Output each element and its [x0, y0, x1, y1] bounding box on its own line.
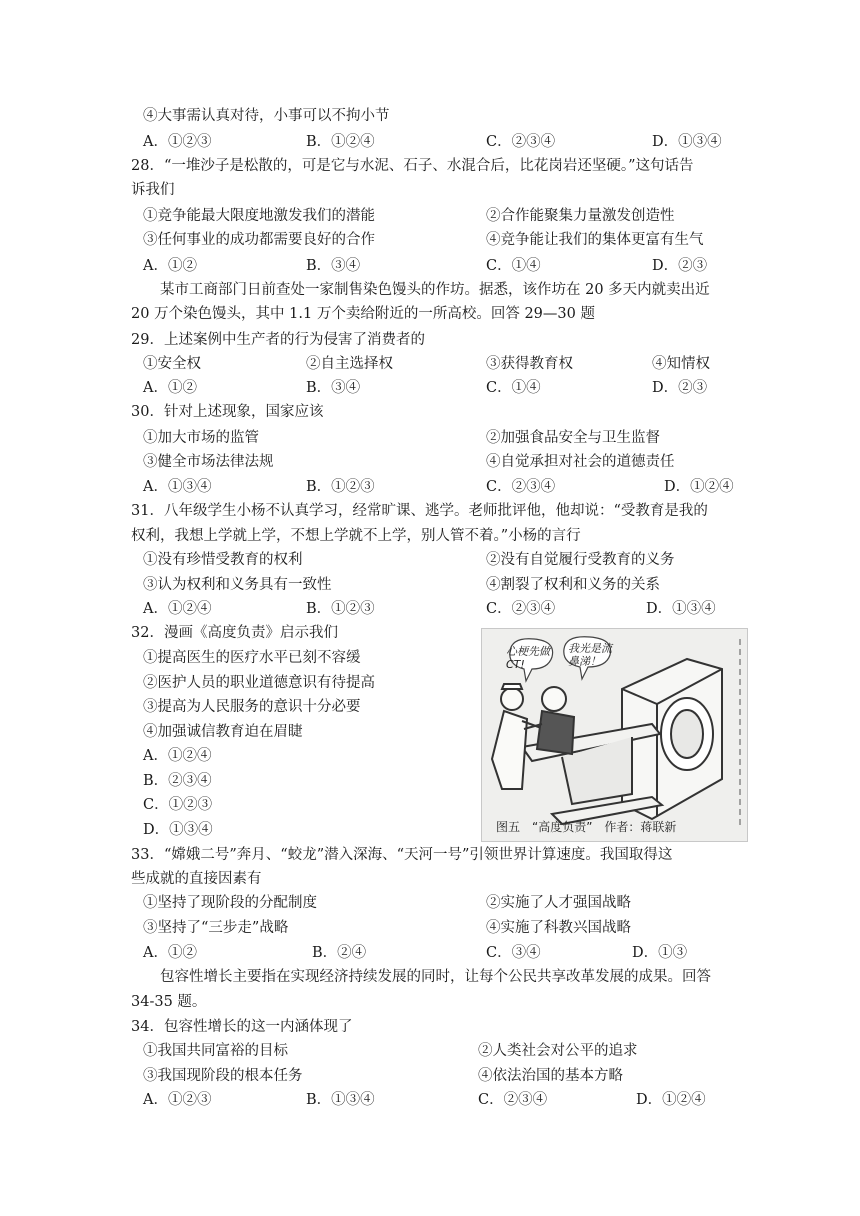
q32-item-3: ③提高为人民服务的意识十分必要	[143, 699, 361, 715]
q27-option-a: A．①②③	[143, 134, 212, 150]
q33-option-c: C．③④	[486, 945, 541, 961]
cartoon-bubble-left: 心梗先做CT!	[506, 645, 550, 671]
q30-option-b: B．①②③	[306, 479, 375, 495]
cartoon-image	[481, 628, 748, 842]
q29-option-c: C．①④	[486, 380, 541, 396]
q33-item-2: ②实施了人才强国战略	[486, 895, 631, 911]
q29-option-a: A．①②	[143, 380, 197, 396]
q34-stem: 34．包容性增长的这一内涵体现了	[131, 1019, 353, 1035]
q28-stem-line2: 诉我们	[131, 182, 175, 198]
cartoon-caption: 图五 “高度负责” 作者：蒋联新	[496, 820, 677, 834]
q31-option-b: B．①②③	[306, 601, 375, 617]
q33-option-a: A．①②	[143, 945, 197, 961]
material2-line2: 34-35 题。	[131, 994, 207, 1010]
q31-option-d: D．①③④	[646, 601, 716, 617]
q34-item-2: ②人类社会对公平的追求	[478, 1043, 638, 1059]
q31-stem-line1: 31．八年级学生小杨不认真学习，经常旷课、逃学。老师批评他，他却说：“受教育是我的	[131, 503, 708, 519]
q30-item-2: ②加强食品安全与卫生监督	[486, 430, 660, 446]
q34-option-a: A．①②③	[143, 1092, 212, 1108]
q34-item-1: ①我国共同富裕的目标	[143, 1043, 288, 1059]
q31-option-c: C．②③④	[486, 601, 556, 617]
q31-item-1: ①没有珍惜受教育的权利	[143, 552, 303, 568]
q29-option-b: B．③④	[306, 380, 361, 396]
q31-item-2: ②没有自觉履行受教育的义务	[486, 552, 675, 568]
doctor-figure	[492, 684, 544, 789]
q28-option-b: B．③④	[306, 258, 361, 274]
q29-item-4: ④知情权	[652, 356, 710, 372]
q32-option-d: D．①③④	[143, 822, 213, 838]
q33-item-4: ④实施了科教兴国战略	[486, 920, 631, 936]
q28-item-1: ①竞争能最大限度地激发我们的潜能	[143, 208, 375, 224]
material1-line1: 某市工商部门日前查处一家制售染色馒头的作坊。据悉，该作坊在 20 多天内就卖出近	[160, 282, 710, 298]
q33-item-1: ①坚持了现阶段的分配制度	[143, 895, 317, 911]
q27-option-b: B．①②④	[306, 134, 375, 150]
q31-option-a: A．①②④	[143, 601, 212, 617]
q28-option-c: C．①④	[486, 258, 541, 274]
q30-option-c: C．②③④	[486, 479, 556, 495]
q28-item-3: ③任何事业的成功都需要良好的合作	[143, 232, 375, 248]
q32-item-2: ②医护人员的职业道德意识有待提高	[143, 675, 375, 691]
q34-option-b: B．①③④	[306, 1092, 375, 1108]
q33-item-3: ③坚持了“三步走”战略	[143, 920, 289, 936]
material1-line2: 20 万个染色馒头，其中 1.1 万个卖给附近的一所高校。回答 29—30 题	[131, 306, 595, 322]
q34-item-4: ④依法治国的基本方略	[478, 1068, 623, 1084]
q34-option-d: D．①②④	[636, 1092, 706, 1108]
q31-item-4: ④割裂了权利和义务的关系	[486, 577, 660, 593]
q33-option-d: D．①③	[632, 945, 688, 961]
q32-option-c: C．①②③	[143, 797, 213, 813]
q30-item-4: ④自觉承担对社会的道德责任	[486, 454, 675, 470]
q29-option-d: D．②③	[652, 380, 708, 396]
q29-item-2: ②自主选择权	[306, 356, 393, 372]
q27-option-d: D．①③④	[652, 134, 722, 150]
q34-option-c: C．②③④	[478, 1092, 548, 1108]
q34-item-3: ③我国现阶段的根本任务	[143, 1068, 303, 1084]
q31-item-3: ③认为权利和义务具有一致性	[143, 577, 332, 593]
q32-stem: 32．漫画《高度负责》启示我们	[131, 625, 338, 641]
q31-stem-line2: 权利，我想上学就上学，不想上学就不上学，别人管不着。”小杨的言行	[131, 528, 581, 544]
q28-item-4: ④竞争能让我们的集体更富有生气	[486, 232, 704, 248]
q32-option-b: B．②③④	[143, 773, 212, 789]
q30-option-d: D．①②④	[664, 479, 734, 495]
q28-item-2: ②合作能聚集力量激发创造性	[486, 208, 675, 224]
q30-item-3: ③健全市场法律法规	[143, 454, 274, 470]
q30-item-1: ①加大市场的监管	[143, 430, 259, 446]
q33-stem-line2: 些成就的直接因素有	[131, 871, 262, 887]
q32-item-4: ④加强诚信教育迫在眉睫	[143, 724, 303, 740]
q28-stem-line1: 28．“一堆沙子是松散的，可是它与水泥、石子、水混合后，比花岗岩还坚硬。”这句话告	[131, 158, 694, 174]
cartoon-bubble-right: 我光是流鼻涕！	[568, 642, 612, 668]
q32-option-a: A．①②④	[143, 748, 212, 764]
q30-stem: 30．针对上述现象，国家应该	[131, 404, 324, 420]
q28-option-a: A．①②	[143, 258, 197, 274]
q32-item-1: ①提高医生的医疗水平已刻不容缓	[143, 650, 361, 666]
q27-option-c: C．②③④	[486, 134, 556, 150]
material2-line1: 包容性增长主要指在实现经济持续发展的同时，让每个公民共享改革发展的成果。回答	[160, 969, 711, 985]
q29-stem: 29．上述案例中生产者的行为侵害了消费者的	[131, 332, 425, 348]
patient-figure	[524, 687, 574, 754]
q29-item-3: ③获得教育权	[486, 356, 573, 372]
q28-option-d: D．②③	[652, 258, 708, 274]
q29-item-1: ①安全权	[143, 356, 201, 372]
q30-option-a: A．①③④	[143, 479, 212, 495]
q33-stem-line1: 33．“嫦娥二号”奔月、“蛟龙”潜入深海、“天河一号”引领世界计算速度。我国取得这	[131, 847, 673, 863]
q27-item-4: ④大事需认真对待，小事可以不拘小节	[143, 108, 390, 124]
q33-option-b: B．②④	[312, 945, 367, 961]
